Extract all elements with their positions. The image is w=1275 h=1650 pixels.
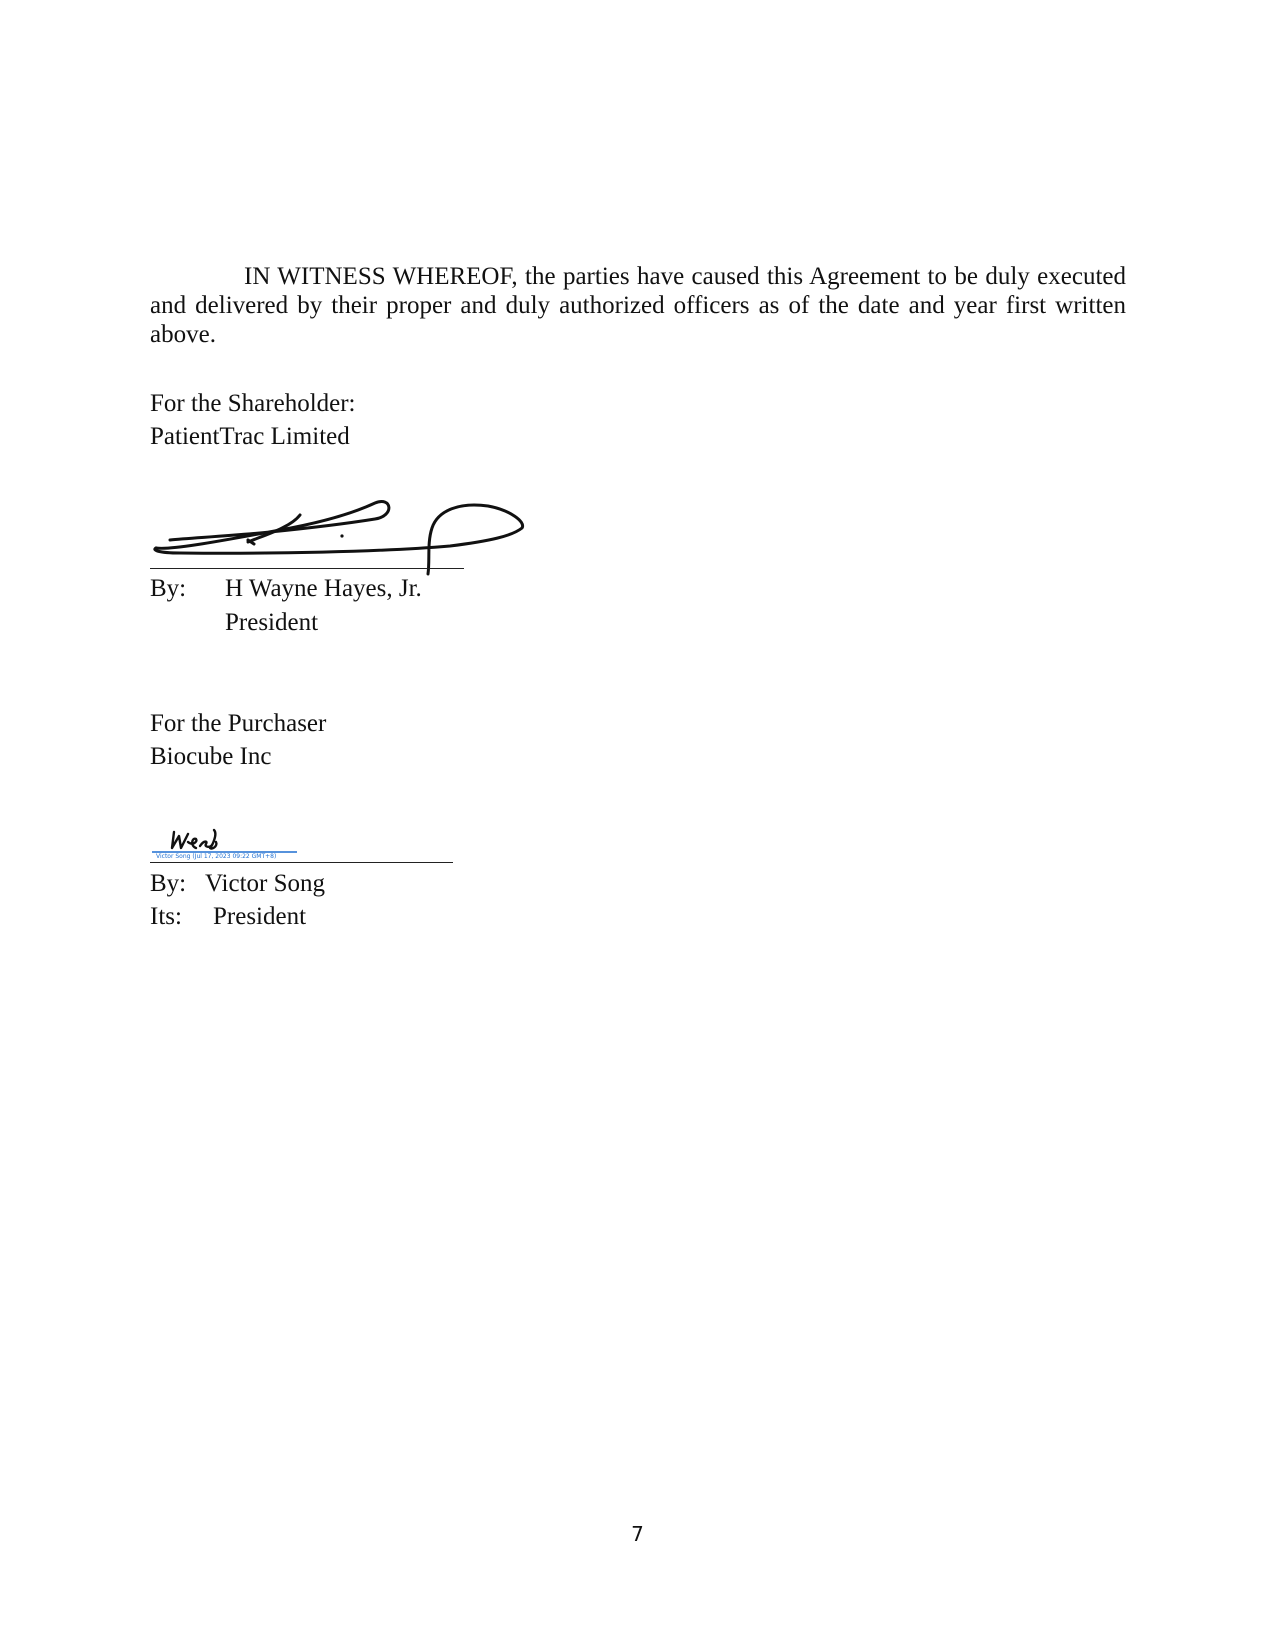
witness-paragraph: IN WITNESS WHEREOF, the parties have caused this Agreement to be duly executed and delivered by their proper and duly authorized officers as of the date and year first written above. [150,263,1126,348]
purchaser-signature-line [150,862,453,863]
purchaser-esign-caption: Victor Song (Jul 17, 2023 09:22 GMT+8) [156,853,277,860]
purchaser-signer-name: Victor Song [205,870,326,897]
purchaser-its-label: Its: [150,903,182,930]
purchaser-heading: For the Purchaser [150,710,327,737]
purchaser-company: Biocube Inc [150,743,272,770]
shareholder-company: PatientTrac Limited [150,423,350,450]
shareholder-signer-title: President [225,609,319,636]
page-number: 7 [631,1522,644,1546]
shareholder-signature [150,488,530,578]
shareholder-signer-name: H Wayne Hayes, Jr. [225,575,422,602]
shareholder-by-label: By: [150,575,187,602]
purchaser-by-label: By: [150,870,187,897]
purchaser-by-row [150,869,325,899]
purchaser-signer-title: President [213,903,307,930]
shareholder-heading: For the Shareholder: [150,390,356,417]
shareholder-signature-line [150,568,464,569]
shareholder-by-row [150,574,422,604]
purchaser-its-row [150,902,306,932]
